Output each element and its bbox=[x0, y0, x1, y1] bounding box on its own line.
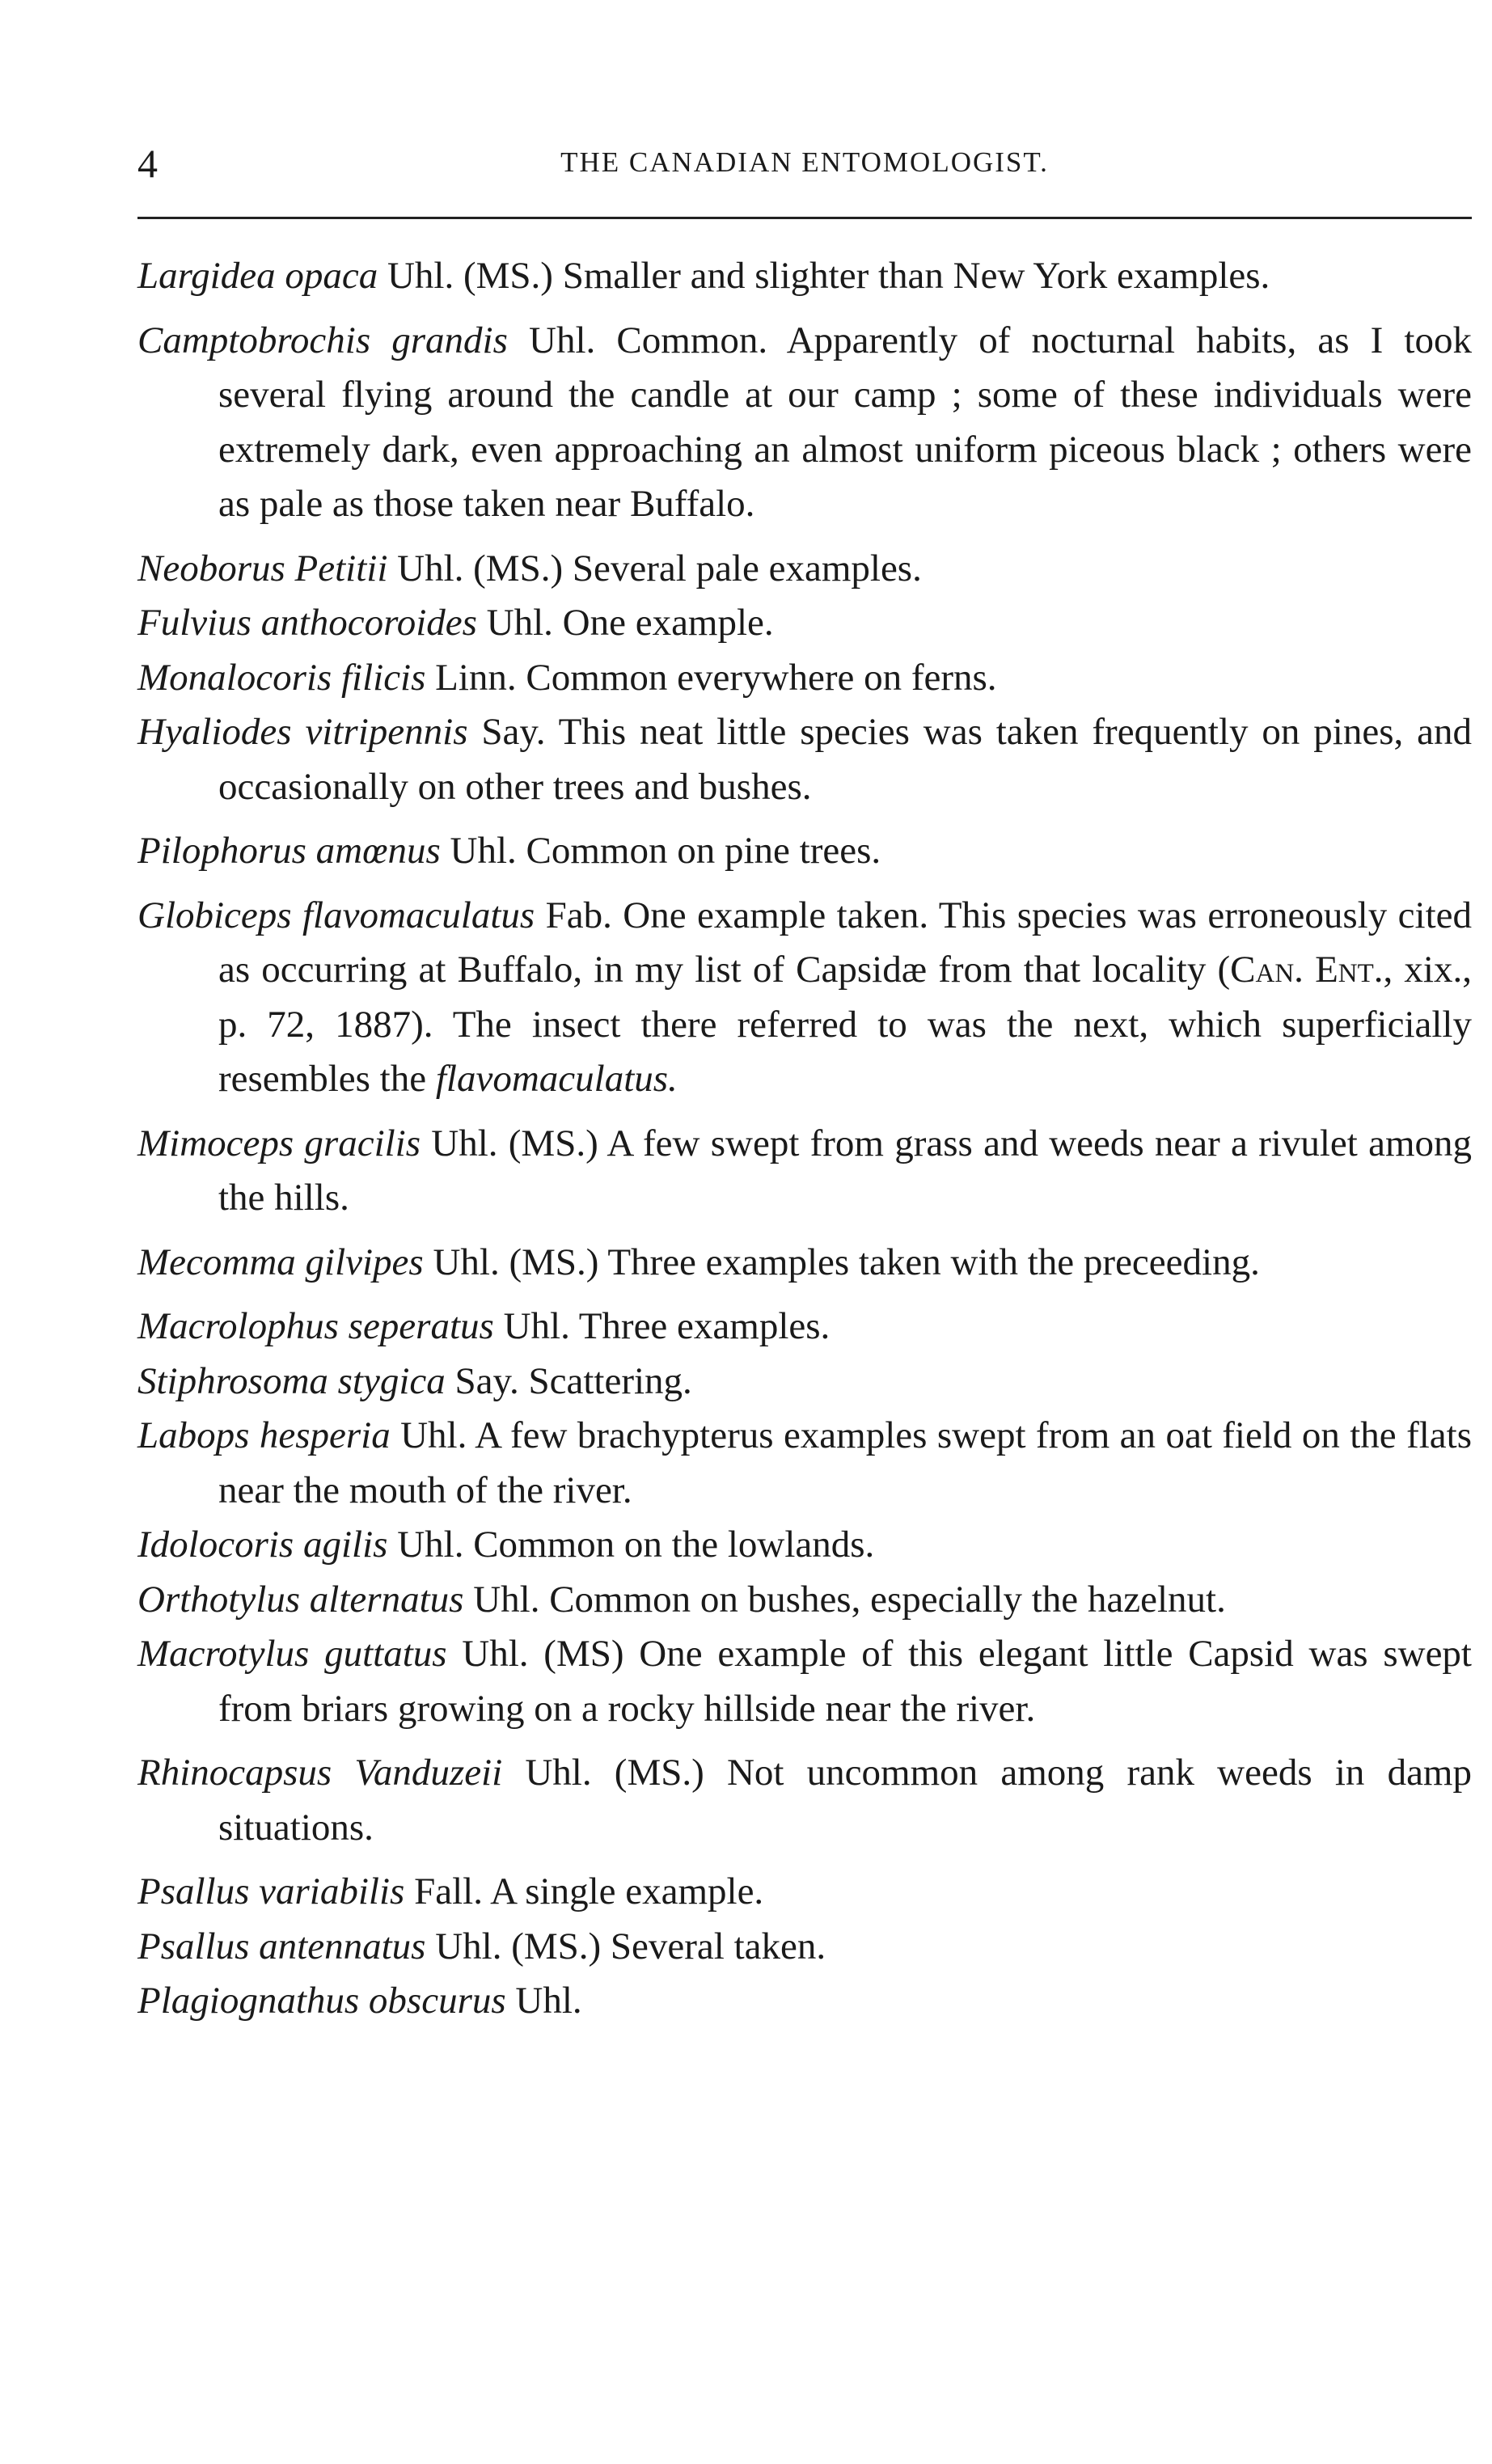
species-name: Psallus variabilis bbox=[137, 1870, 405, 1912]
page-header bbox=[137, 139, 1472, 188]
species-entry bbox=[137, 1974, 1472, 2029]
species-entry bbox=[137, 651, 1472, 706]
species-description: Fall. A single example. bbox=[404, 1870, 764, 1912]
species-description: Fab. One example taken. This species was erroneously cited as occurring at Buffalo, in my list of Capsidæ from that locality ( bbox=[218, 894, 1472, 991]
species-description: Uhl. (MS.) Several taken. bbox=[425, 1925, 826, 1967]
species-description: Uhl. bbox=[505, 1980, 582, 2022]
species-name: Pilophorus amœnus bbox=[137, 830, 441, 872]
species-name: Mecomma gilvipes bbox=[137, 1240, 424, 1283]
species-name: Fulvius anthocoroides bbox=[137, 602, 477, 644]
species-name: Rhinocapsus Vanduzeii bbox=[137, 1752, 503, 1794]
species-entry bbox=[137, 1117, 1472, 1226]
species-entry bbox=[137, 1300, 1472, 1355]
species-description: Uhl. Three examples. bbox=[493, 1305, 831, 1347]
species-description: Uhl. (MS.) Three examples taken with the preceeding. bbox=[423, 1240, 1260, 1283]
species-description: Uhl. (MS.) Smaller and slighter than New York examples. bbox=[378, 255, 1270, 297]
species-entry bbox=[137, 314, 1472, 532]
species-name: Labops hesperia bbox=[137, 1414, 391, 1456]
species-description: Say. Scattering. bbox=[445, 1359, 692, 1402]
species-entry bbox=[137, 1573, 1472, 1628]
species-entry bbox=[137, 889, 1472, 1107]
species-description: Uhl. (MS.) A few swept from grass and weeds near a rivulet among the hills. bbox=[218, 1122, 1472, 1219]
species-name: Monalocoris filicis bbox=[137, 656, 426, 699]
species-entry bbox=[137, 1355, 1472, 1410]
species-name: Neoborus Petitii bbox=[137, 547, 388, 590]
species-name: Hyaliodes vitripennis bbox=[137, 711, 468, 753]
species-entry bbox=[137, 1627, 1472, 1736]
species-entry bbox=[137, 1920, 1472, 1975]
species-name: Stiphrosoma stygica bbox=[137, 1359, 446, 1402]
species-name: Camptobrochis grandis bbox=[137, 319, 508, 361]
species-entry bbox=[137, 596, 1472, 651]
species-description: Uhl. Common on pine trees. bbox=[440, 830, 881, 872]
species-entry bbox=[137, 1746, 1472, 1855]
species-description: Uhl. One example. bbox=[476, 602, 774, 644]
species-entry bbox=[137, 1865, 1472, 1920]
species-description: Say. This neat little species was taken frequently on pines, and occasionally on other trees and bushes. bbox=[218, 711, 1472, 808]
species-name: Mimoceps gracilis bbox=[137, 1122, 421, 1164]
species-description: Uhl. (MS) One example of this elegant little Capsid was swept from briars growing on a rocky hillside near the river. bbox=[218, 1633, 1472, 1730]
species-name: Macrolophus seperatus bbox=[137, 1305, 494, 1347]
species-name: Plagiognathus obscurus bbox=[137, 1980, 506, 2022]
species-description: Uhl. Common. Apparently of nocturnal habits, as I took several flying around the candle at our camp ; some of these individuals were extremely dark, even approaching an almost uniform piceous black ; others were as pale as those taken near Buffalo. bbox=[218, 319, 1472, 525]
species-list bbox=[137, 249, 1472, 2029]
species-name: Orthotylus alternatus bbox=[137, 1578, 464, 1621]
species-description: Uhl. (MS.) Several pale examples. bbox=[387, 547, 922, 590]
species-entry bbox=[137, 705, 1472, 814]
species-description: Uhl. Common on the lowlands. bbox=[387, 1524, 875, 1566]
species-entry bbox=[137, 542, 1472, 597]
species-description: Uhl. Common on bushes, especially the hazelnut. bbox=[463, 1578, 1226, 1621]
species-entry bbox=[137, 824, 1472, 879]
species-name: Idolocoris agilis bbox=[137, 1524, 388, 1566]
species-description-continued: , xix., p. 72, 1887). The insect there referred to was the next, which superficially resembles the bbox=[218, 949, 1472, 1100]
species-description: Uhl. (MS.) Not uncommon among rank weeds in damp situations. bbox=[218, 1752, 1472, 1849]
species-entry bbox=[137, 1409, 1472, 1518]
species-name: Macrotylus guttatus bbox=[137, 1633, 447, 1675]
species-description: Uhl. A few brachypterus examples swept from an oat field on the flats near the mouth of the river. bbox=[218, 1414, 1472, 1511]
species-entry bbox=[137, 1236, 1472, 1291]
running-head: THE CANADIAN ENTOMOLOGIST. bbox=[560, 146, 1049, 178]
species-entry bbox=[137, 249, 1472, 304]
header-rule bbox=[137, 217, 1472, 219]
species-name: Psallus antennatus bbox=[137, 1925, 426, 1967]
species-entry bbox=[137, 1518, 1472, 1573]
page-number: 4 bbox=[137, 141, 158, 186]
species-name: Largidea opaca bbox=[137, 255, 378, 297]
species-description: Linn. Common everywhere on ferns. bbox=[425, 656, 997, 699]
species-name: Globiceps flavomaculatus bbox=[137, 894, 535, 936]
species-name-reference: flavomaculatus. bbox=[435, 1058, 678, 1100]
journal-reference: Can. Ent. bbox=[1230, 949, 1384, 991]
